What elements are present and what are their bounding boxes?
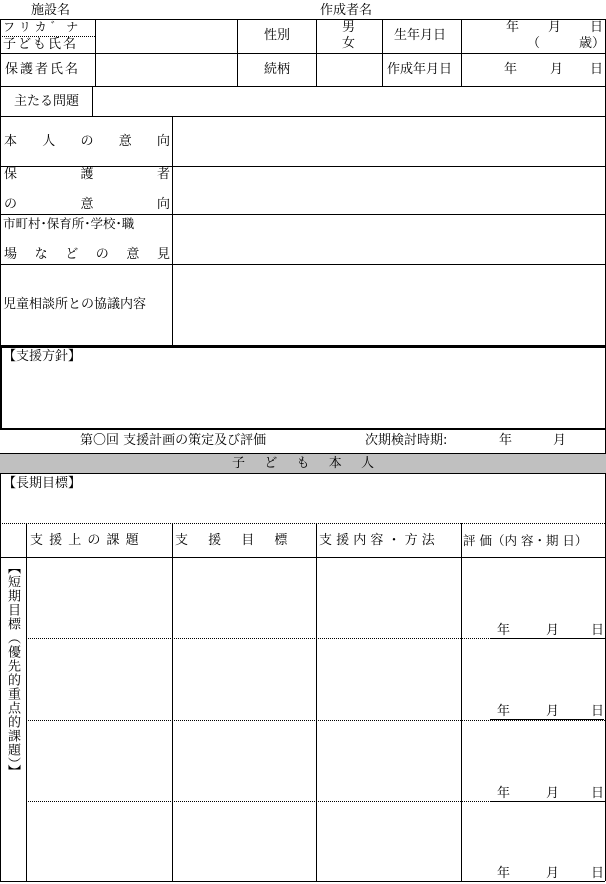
row-2-evaluation[interactable] [462, 639, 604, 719]
row-4-content[interactable] [317, 802, 460, 880]
row-2-content[interactable] [317, 639, 460, 719]
birth-year: 年 [506, 20, 520, 35]
row-2-eval-day: 日 [591, 704, 605, 719]
row-1-content[interactable] [317, 558, 460, 637]
col-support-content: 支 援 内 容 ・ 方 法 [319, 533, 435, 548]
sex-male[interactable]: 男 [342, 20, 356, 35]
sex-label: 性別 [264, 28, 291, 43]
age-close: 歳） [579, 36, 606, 51]
row-4-eval-month: 月 [546, 866, 560, 881]
row-3-issue[interactable] [27, 721, 171, 800]
col-support-goal: 支 援 目 標 [175, 533, 288, 548]
plan-round-label: 第〇回 支援計画の策定及び評価 [80, 433, 267, 448]
row-3-eval-day: 日 [591, 786, 605, 801]
short-term-goal-label: 【短期目標（優先的重点的課題）】 [5, 561, 20, 779]
facility-label: 施設名 [31, 3, 71, 18]
row-1-evaluation[interactable] [462, 558, 604, 637]
row-4-eval-year: 年 [497, 866, 511, 881]
guardian-name-label: 保護者氏名 [5, 62, 81, 77]
self-intent-field[interactable] [173, 117, 604, 165]
main-issue-label: 主たる問題 [14, 94, 80, 109]
age-open: （ [527, 36, 541, 51]
guardian-name-field[interactable] [96, 54, 236, 85]
created-date-label: 作成年月日 [387, 62, 453, 77]
row-4-eval-day: 日 [591, 866, 605, 881]
col-support-issue: 支 援 上 の 課 題 [30, 533, 140, 548]
birth-day: 日 [590, 20, 604, 35]
created-year: 年 [504, 62, 518, 77]
row-1-eval-day: 日 [591, 623, 605, 638]
row-1-eval-month: 月 [546, 623, 560, 638]
row-3-evaluation[interactable] [462, 721, 604, 800]
row-3-eval-month: 月 [546, 786, 560, 801]
guardian-intent-label-1: 保 護 者 [4, 167, 170, 182]
relation-field[interactable] [317, 54, 381, 85]
row-3-goal[interactable] [173, 721, 315, 800]
guardian-intent-field[interactable] [173, 167, 604, 213]
municipality-label-2: 場 な ど の 意 見 [4, 247, 170, 262]
child-name-field[interactable] [96, 20, 236, 52]
self-intent-label: 本 人 の 意 向 [4, 134, 170, 149]
support-policy-box[interactable] [0, 346, 606, 430]
next-review-label: 次期検討時期: [365, 433, 448, 448]
long-term-goal-field[interactable] [1, 492, 604, 522]
sex-female[interactable]: 女 [342, 36, 356, 51]
long-term-goal-label: 【長期目標】 [3, 476, 82, 491]
next-review-month: 月 [553, 433, 567, 448]
guardian-intent-label-2: の 意 向 [4, 197, 170, 212]
child-section-title: 子 ど も 本 人 [232, 456, 374, 471]
author-label: 作成者名 [320, 3, 373, 18]
row-2-eval-month: 月 [546, 704, 560, 719]
municipality-label-1: 市町村･保育所･学校･職 [3, 216, 135, 231]
relation-label: 続柄 [264, 62, 291, 77]
consultation-label: 児童相談所との協議内容 [3, 297, 147, 312]
row-1-eval-year: 年 [497, 623, 511, 638]
row-2-goal[interactable] [173, 639, 315, 719]
support-policy-label: 【支援方針】 [3, 349, 82, 364]
child-name-label: 子ども氏名 [3, 37, 79, 52]
row-4-issue[interactable] [27, 802, 171, 880]
row-4-evaluation[interactable] [462, 802, 604, 880]
consultation-field[interactable] [173, 265, 604, 344]
col-evaluation: 評 価（内 容・期 日） [463, 533, 588, 548]
row-2-issue[interactable] [27, 639, 171, 719]
municipality-field[interactable] [173, 215, 604, 263]
row-1-goal[interactable] [173, 558, 315, 637]
row-2-eval-year: 年 [497, 704, 511, 719]
row-1-issue[interactable] [27, 558, 171, 637]
birthdate-label: 生年月日 [394, 28, 447, 43]
furigana-label: フ リ カ ゛ ナ [3, 20, 79, 34]
row-4-goal[interactable] [173, 802, 315, 880]
created-month: 月 [550, 62, 564, 77]
birth-month: 月 [548, 20, 562, 35]
row-3-content[interactable] [317, 721, 460, 800]
created-day: 日 [590, 62, 604, 77]
main-issue-field[interactable] [93, 87, 604, 115]
row-3-eval-year: 年 [497, 786, 511, 801]
next-review-year: 年 [499, 433, 513, 448]
